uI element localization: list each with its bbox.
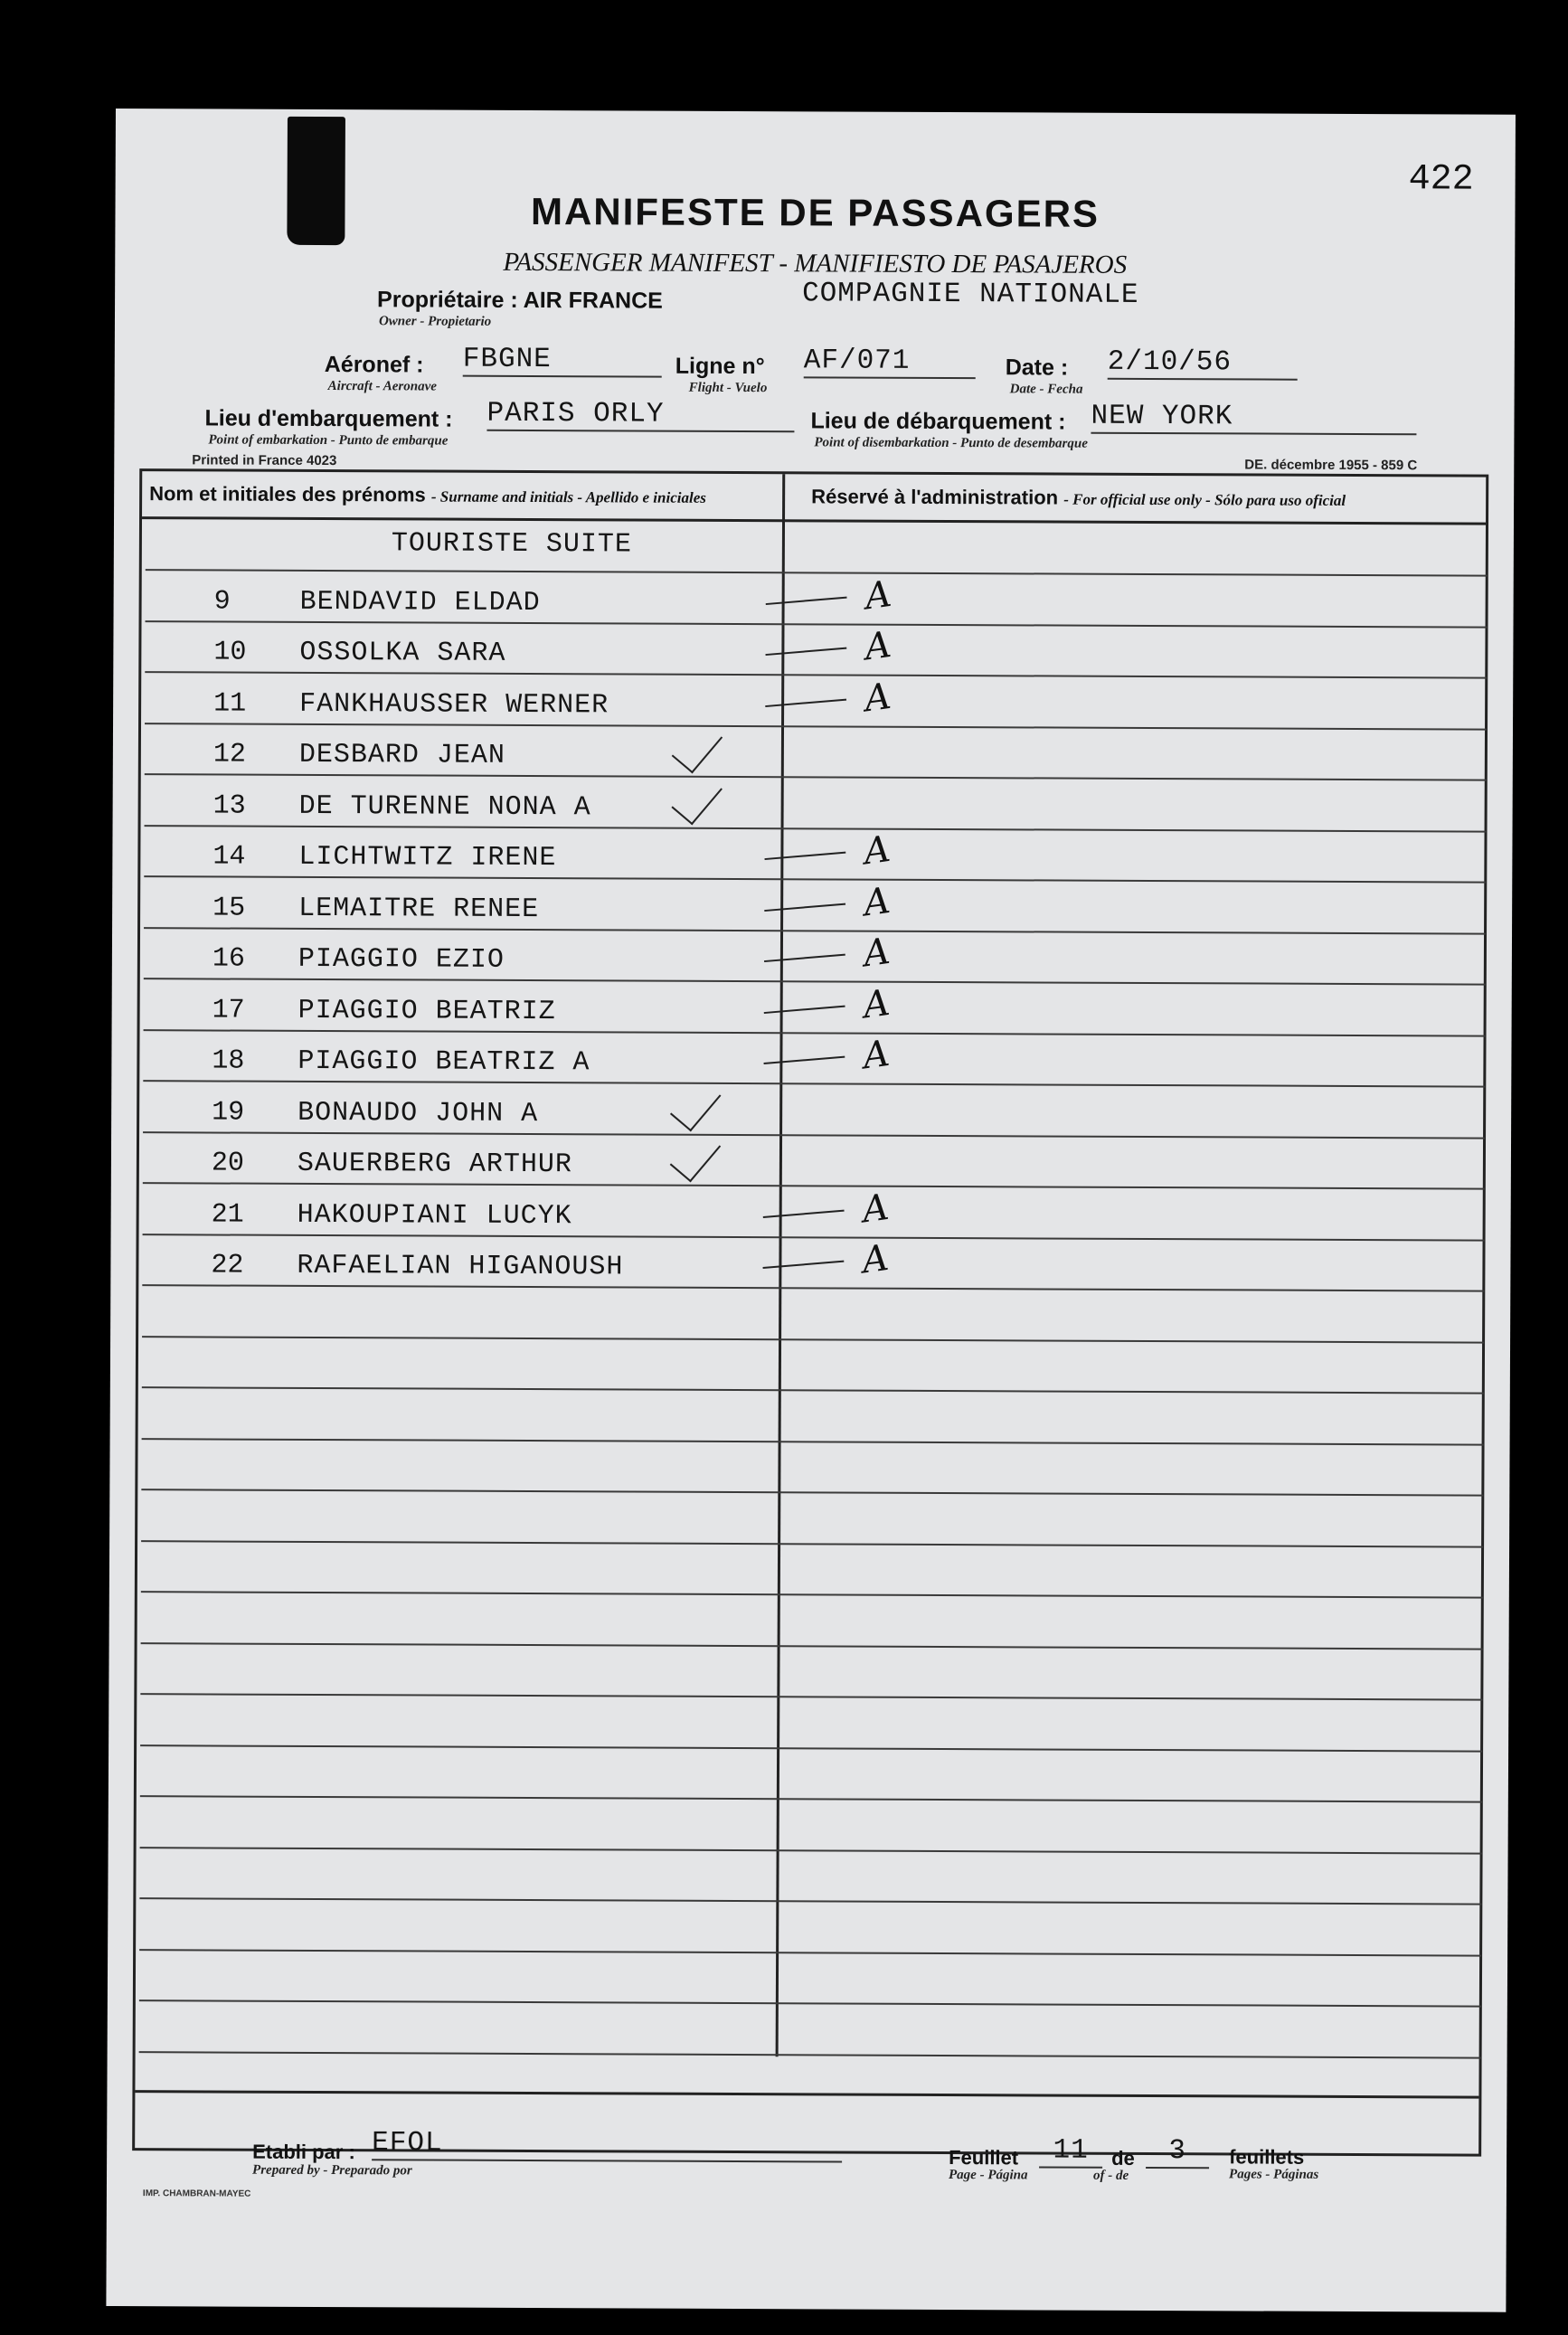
admin-mark: A [861, 879, 893, 924]
disembarkation-label: Lieu de débarquement : [810, 408, 1066, 435]
ruled-line [146, 569, 1488, 576]
sheet-of-sub: of - de [1093, 2168, 1129, 2183]
ruled-line [143, 1182, 1485, 1189]
admin-dash [764, 954, 845, 962]
ruled-line [141, 1540, 1483, 1547]
check-mark [672, 720, 723, 773]
sheet-label: Feuillet [949, 2146, 1019, 2170]
passenger-name: LEMAITRE RENEE [298, 893, 540, 925]
manifest-title: MANIFESTE DE PASSAGERS [530, 190, 1100, 235]
aircraft-sub: Aircraft - Aeronave [327, 379, 437, 394]
admin-dash [766, 596, 847, 604]
ruled-line [143, 1131, 1485, 1139]
owner-value: COMPAGNIE NATIONALE [802, 278, 1139, 311]
manifest-sheet [106, 109, 1516, 2312]
ruled-line [140, 1847, 1482, 1854]
row-number: 12 [213, 739, 246, 770]
ruled-line [145, 723, 1487, 730]
row-number: 13 [213, 789, 246, 822]
passenger-name: PIAGGIO BEATRIZ A [298, 1045, 590, 1079]
passenger-name: BENDAVID ELDAD [299, 586, 541, 619]
ruled-line [141, 1642, 1483, 1650]
row-number: 20 [211, 1148, 245, 1179]
ruled-line [141, 1591, 1483, 1598]
ruled-line [142, 1386, 1484, 1394]
ruled-line [145, 671, 1487, 678]
ruled-line [139, 1949, 1481, 1956]
date-label: Date : [1005, 355, 1069, 381]
prepared-by-value: EFOL [372, 2127, 842, 2162]
ruled-line [142, 1438, 1484, 1445]
passenger-name: DE TURENNE NONA A [298, 790, 591, 823]
admin-mark: A [862, 675, 894, 720]
passenger-name: BONAUDO JOHN A [298, 1097, 539, 1130]
owner-sub: Owner - Propietario [378, 314, 492, 329]
passenger-table [132, 468, 1488, 2183]
ruled-line [144, 927, 1486, 934]
admin-mark: A [859, 1236, 892, 1282]
row-number: 15 [213, 892, 246, 924]
table-header [142, 471, 1486, 525]
sheet-total: 3 [1146, 2135, 1209, 2169]
ruled-line [145, 825, 1487, 832]
passenger-name: SAUERBERG ARTHUR [297, 1148, 573, 1181]
disembarkation-sub: Point of disembarkation - Punto de desembarque [814, 435, 1088, 451]
printed-in: Printed in France 4023 [192, 452, 337, 469]
sheet-sub: Page - Página [949, 2168, 1028, 2183]
surname-column-header: Nom et initiales des prénoms - Surname and initials - Apellido e iniciales [149, 482, 706, 506]
ruled-line [139, 1999, 1481, 2007]
flight-label: Ligne n° [675, 353, 765, 380]
prepared-by-label: Etabli par : [252, 2140, 355, 2164]
admin-mark: A [862, 623, 894, 669]
row-number: 21 [211, 1198, 244, 1231]
footer-divider [135, 2090, 1478, 2098]
ruled-line [144, 875, 1486, 883]
sheet-pages-sub: Pages - Páginas [1229, 2167, 1319, 2182]
ruled-line [144, 978, 1486, 985]
row-number: 10 [213, 637, 247, 668]
sheet-pages-label: feuillets [1229, 2145, 1305, 2169]
ruled-line [139, 2051, 1481, 2058]
admin-dash [763, 1261, 845, 1269]
ruled-line [146, 620, 1488, 628]
passenger-name: PIAGGIO BEATRIZ [298, 995, 556, 1027]
imprint: IMP. CHAMBRAN-MAYEC [142, 2188, 251, 2199]
ruled-line [142, 1284, 1484, 1291]
admin-mark: A [862, 572, 894, 618]
admin-dash [763, 1056, 845, 1064]
ruled-line [141, 1489, 1483, 1496]
embarkation-value: PARIS ORLY [486, 398, 794, 432]
passenger-name: PIAGGIO EZIO [298, 943, 505, 976]
row-number: 19 [212, 1096, 245, 1129]
row-number: 16 [212, 943, 245, 975]
row-number: 17 [212, 994, 245, 1026]
ruled-line [139, 1897, 1481, 1905]
passenger-name: DESBARD JEAN [298, 739, 506, 771]
ruled-line [143, 1080, 1485, 1087]
check-mark [670, 1129, 721, 1182]
date-sub: Date - Fecha [1009, 382, 1083, 397]
check-mark [670, 1078, 721, 1131]
row-number: 18 [212, 1045, 245, 1077]
row-number: 14 [213, 841, 246, 873]
ruled-line [144, 1029, 1486, 1036]
page-number: 422 [1408, 159, 1474, 201]
aircraft-value: FBGNE [463, 344, 662, 378]
admin-dash [763, 1209, 845, 1217]
sheet-of-label: de [1111, 2146, 1135, 2170]
passenger-name: LICHTWITZ IRENE [298, 841, 557, 874]
admin-mark: A [861, 827, 893, 874]
admin-mark: A [860, 930, 893, 976]
row-number: 22 [211, 1250, 244, 1281]
flight-value: AF/071 [804, 345, 976, 379]
embarkation-label: Lieu d'embarquement : [204, 405, 453, 432]
admin-dash [764, 903, 845, 911]
sheet-value: 11 [1039, 2134, 1102, 2168]
admin-dash [764, 852, 845, 860]
check-mark [671, 771, 722, 825]
flight-sub: Flight - Vuelo [688, 380, 768, 396]
passenger-name: FANKHAUSSER WERNER [299, 688, 609, 721]
admin-mark: A [860, 1032, 893, 1078]
disembarkation-value: NEW YORK [1091, 401, 1416, 436]
admin-mark: A [859, 1186, 892, 1231]
manifest-subtitle: PASSENGER MANIFEST - MANIFIESTO DE PASAJEROS [503, 247, 1128, 279]
owner-label: Propriétaire : AIR FRANCE [377, 287, 663, 314]
passenger-name: OSSOLKA SARA [299, 637, 506, 669]
prepared-by-sub: Prepared by - Preparado por [252, 2162, 412, 2179]
form-code: DE. décembre 1955 - 859 C [1244, 457, 1418, 474]
admin-dash [764, 1005, 845, 1013]
ruled-line [140, 1744, 1482, 1752]
ruled-line [145, 773, 1487, 780]
row-number: 9 [213, 585, 231, 618]
admin-mark: A [860, 981, 893, 1026]
embarkation-sub: Point of embarkation - Punto de embarque [208, 432, 449, 449]
ruled-line [143, 1234, 1485, 1241]
date-value: 2/10/56 [1108, 346, 1298, 381]
passenger-name: HAKOUPIANI LUCYK [297, 1199, 572, 1232]
ruled-line [142, 1336, 1484, 1343]
section-label: TOURISTE SUITE [391, 528, 633, 561]
admin-dash [765, 648, 846, 656]
row-number: 11 [213, 687, 247, 720]
admin-dash [765, 698, 846, 706]
aircraft-label: Aéronef : [324, 352, 424, 378]
passenger-name: RAFAELIAN HIGANOUSH [297, 1250, 624, 1283]
ruled-line [140, 1693, 1482, 1700]
ruled-line [140, 1795, 1482, 1802]
official-use-column-header: Réservé à l'administration - For official use only - Sólo para uso oficial [811, 485, 1346, 509]
